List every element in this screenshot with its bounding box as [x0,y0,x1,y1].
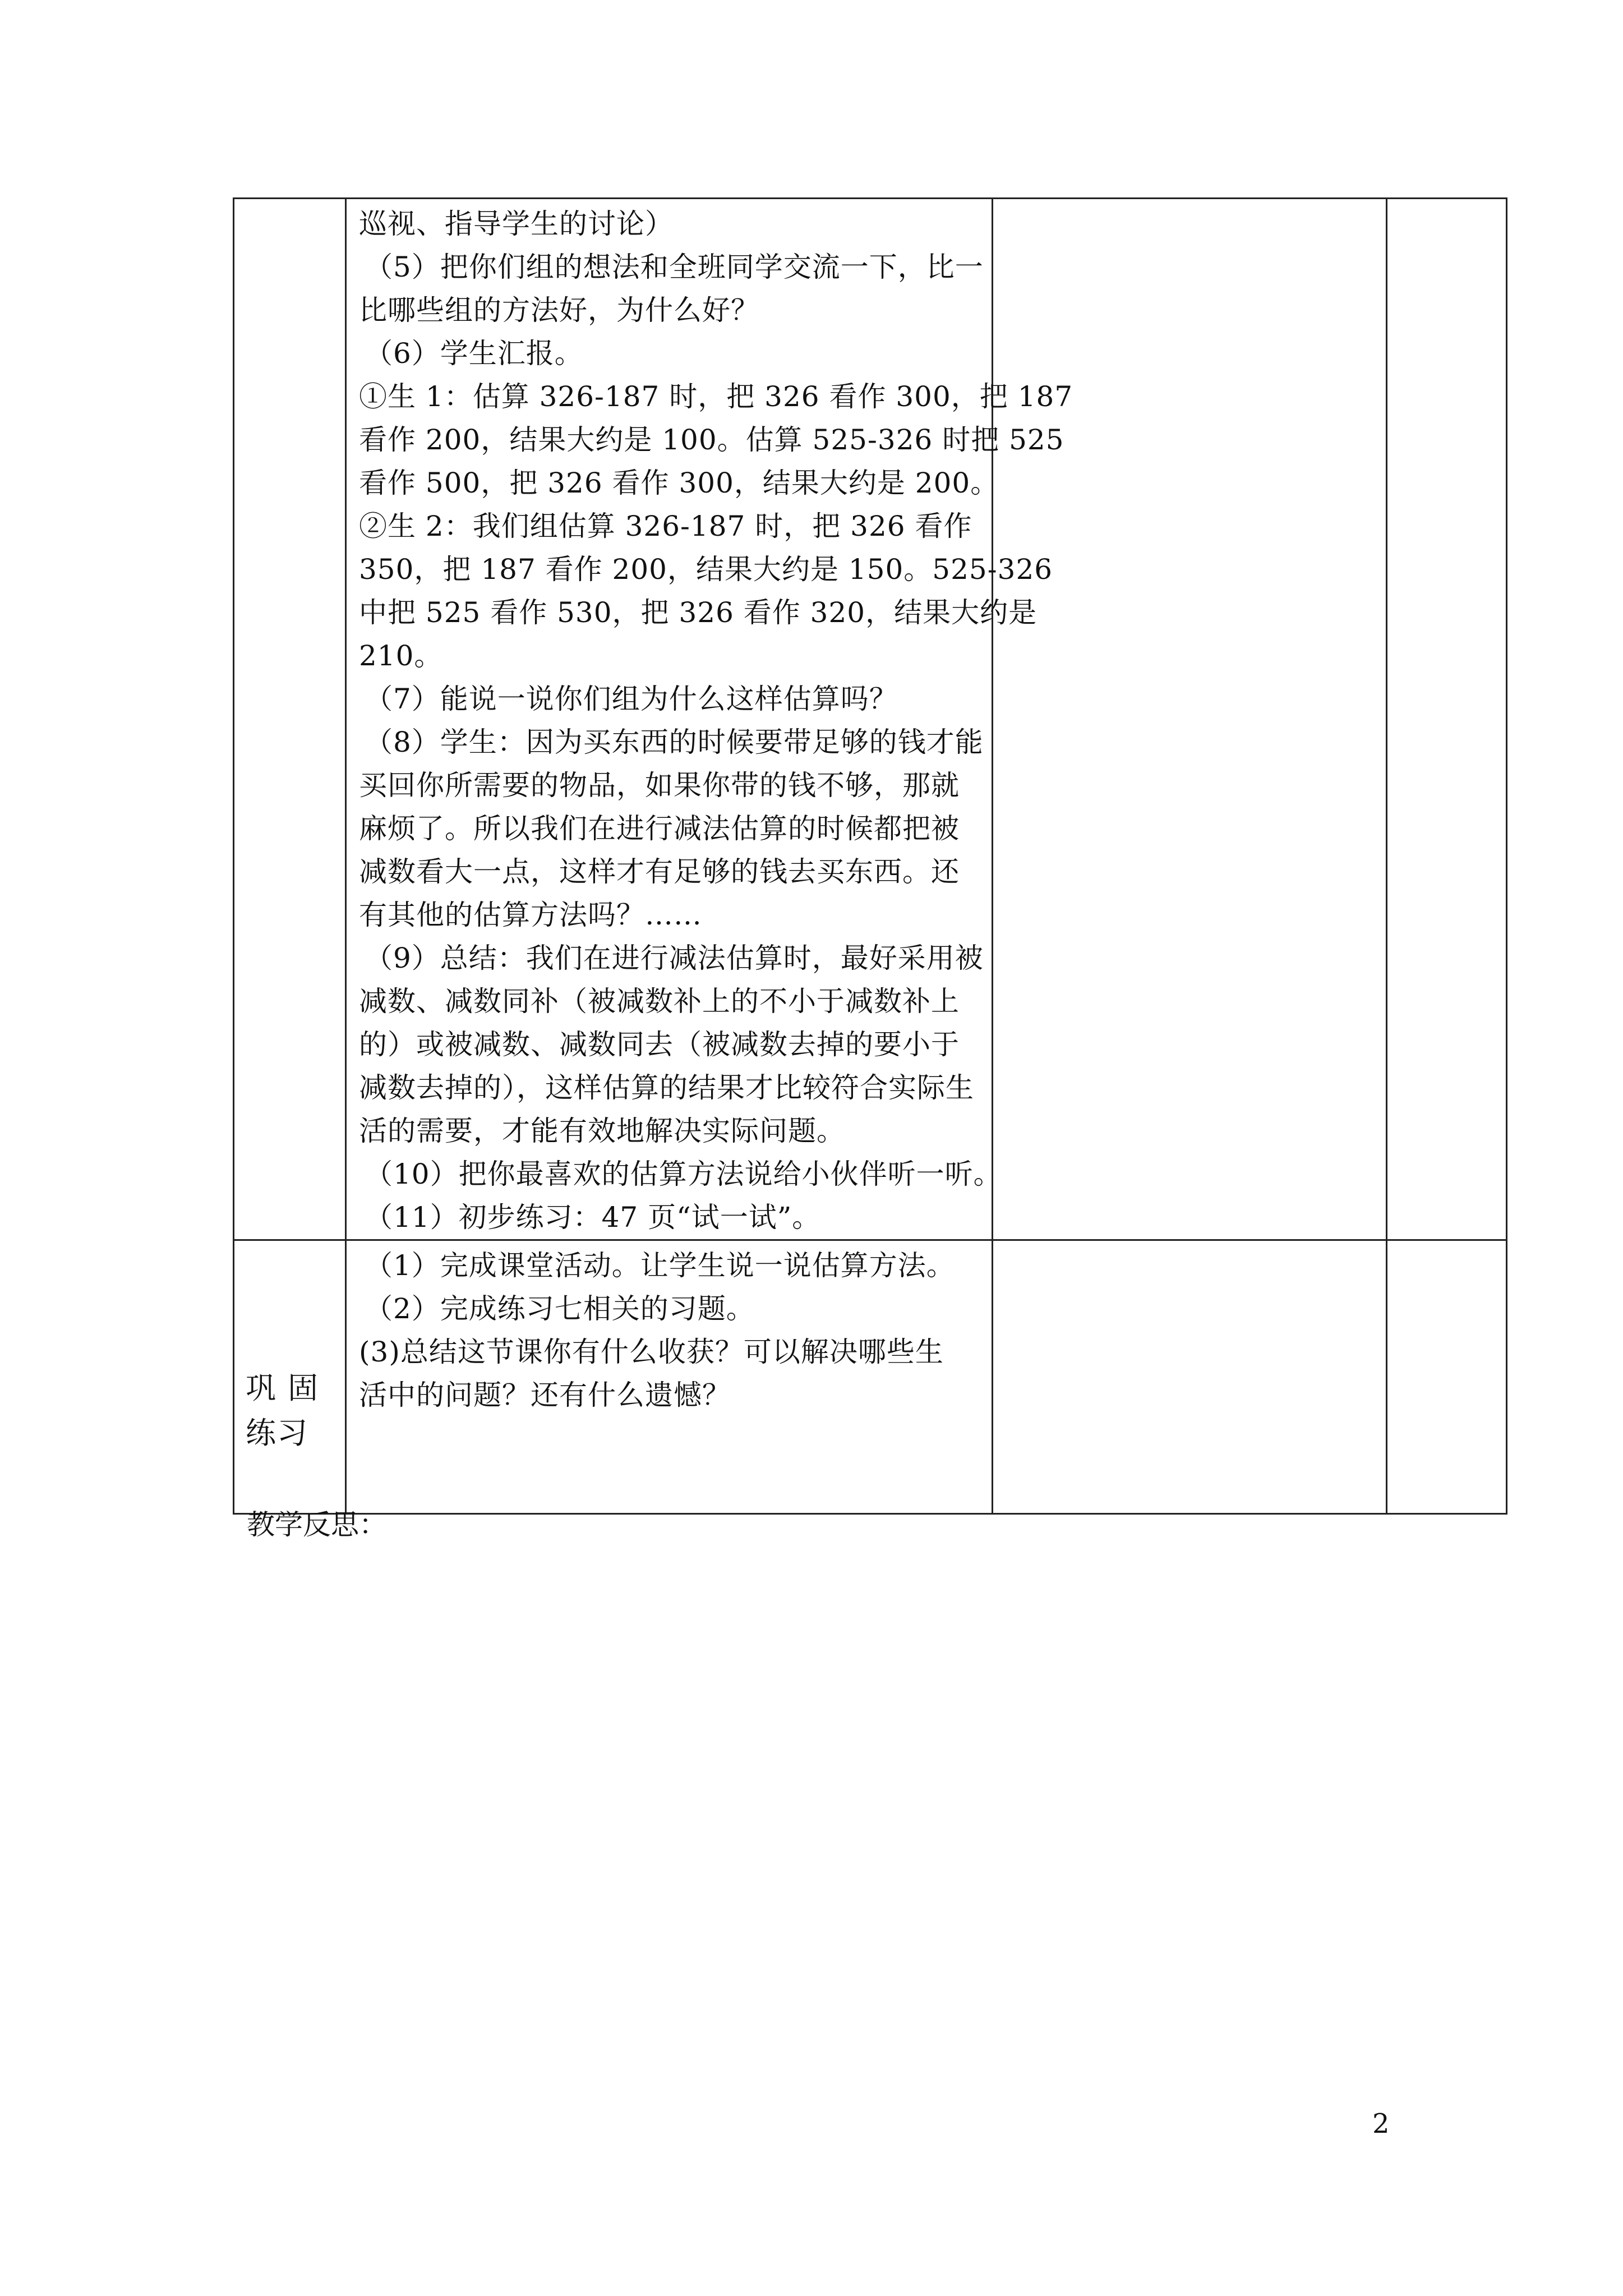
section-label-line: 巩 固 [246,1370,320,1406]
remarks-cell [1387,1240,1507,1514]
process-content [347,199,1073,1239]
content-line: 买回你所需要的物品，如果你带的钱不够，那就 [359,769,960,802]
content-line: （6）学生汇报。 [365,337,583,370]
content-line: 看作 500，把 326 看作 300，结果大约是 200。 [359,467,999,499]
content-line: （1）完成课堂活动。让学生说一说估算方法。 [365,1249,955,1282]
content-line: （8）学生：因为买东西的时候要带足够的钱才能 [365,726,984,758]
teaching-process-row [234,199,1507,1240]
notes-cell [993,199,1387,1240]
practice-content-cell [346,1240,993,1514]
content-line: 巡视、指导学生的讨论） [359,208,674,240]
content-line: ①生 1：估算 326-187 时，把 326 看作 300，把 187 [359,380,1073,413]
content-line: (3)总结这节课你有什么收获？可以解决哪些生 [359,1336,944,1368]
content-line: 有其他的估算方法吗？…… [359,899,702,931]
content-line: （10）把你最喜欢的估算方法说给小伙伴听一听。 [365,1158,1002,1190]
content-line: 减数看大一点，这样才有足够的钱去买东西。还 [359,855,960,888]
section-label-cell [234,1240,346,1514]
content-line: 中把 525 看作 530，把 326 看作 320，结果大约是 [359,596,1038,629]
content-line: 比哪些组的方法好，为什么好？ [359,294,759,326]
page-number: 2 [1372,2108,1390,2139]
section-label-line: 练习 [246,1415,308,1451]
teaching-reflection-label: 教学反思： [247,1508,387,1541]
content-line: 减数去掉的），这样估算的结果才比较符合实际生 [359,1071,974,1104]
content-line: 麻烦了。所以我们在进行减法估算的时候都把被 [359,812,960,845]
notes-cell [993,1240,1387,1514]
content-line: 减数、减数同补（被减数补上的不小于减数补上 [359,985,960,1018]
practice-content [347,1241,992,1417]
content-line: （5）把你们组的想法和全班同学交流一下，比一 [365,251,984,283]
content-line: 350，把 187 看作 200，结果大约是 150。525-326 [359,553,1053,586]
section-label-cell-empty [234,199,346,1240]
consolidation-practice-row [234,1240,1507,1514]
content-line: 210。 [359,639,443,672]
content-line: （2）完成练习七相关的习题。 [365,1292,755,1325]
content-line: 活中的问题？还有什么遗憾？ [359,1379,731,1411]
content-line: （11）初步练习：47 页“试一试”。 [365,1201,821,1234]
content-line: ②生 2：我们组估算 326-187 时，把 326 看作 [359,510,972,542]
content-line: （7）能说一说你们组为什么这样估算吗？ [365,683,898,715]
section-label [234,1299,345,1456]
lesson-plan-table [233,197,1507,1515]
process-content-cell [346,199,1073,1240]
content-line: 看作 200，结果大约是 100。估算 525-326 时把 525 [359,424,1064,456]
remarks-cell [1387,199,1507,1240]
content-line: （9）总结：我们在进行减法估算时，最好采用被 [365,942,984,974]
content-line: 的）或被减数、减数同去（被减数去掉的要小于 [359,1028,960,1061]
content-line: 活的需要，才能有效地解决实际问题。 [359,1115,845,1147]
